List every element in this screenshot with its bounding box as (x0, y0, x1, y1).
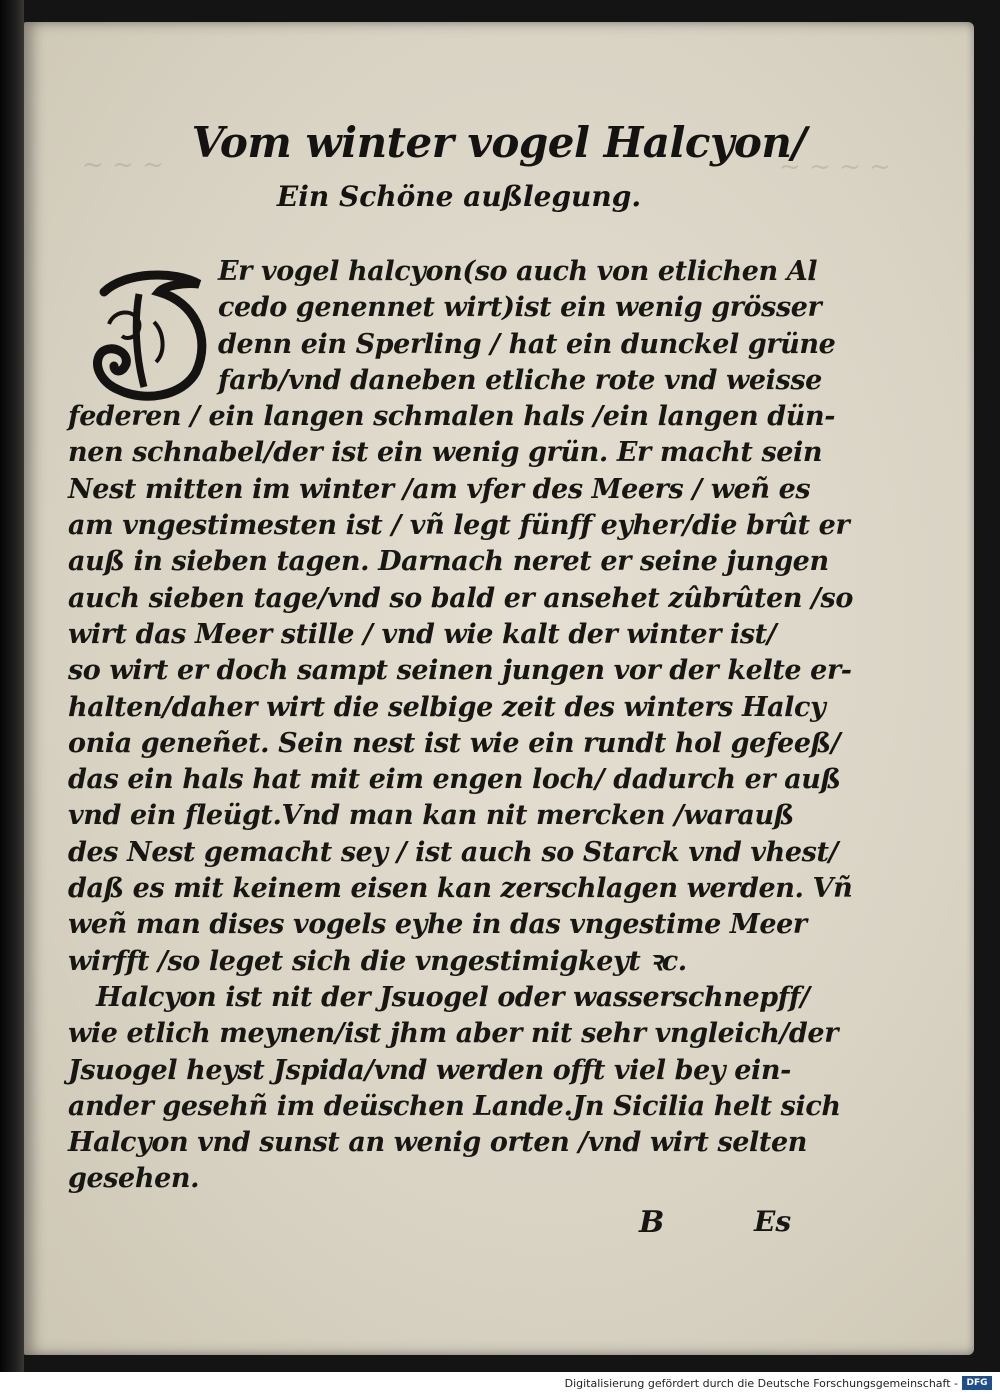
text-line: federen / ein langen schmalen hals /ein langen dün- (68, 401, 836, 433)
signature-mark: B (639, 1205, 665, 1240)
text-line: ander gesehñ im deüschen Lande.Jn Sicilia helt sich (68, 1090, 841, 1122)
text-line: wirt das Meer stille / vnd wie kalt der winter ist/ (68, 618, 777, 650)
text-line: Jsuogel heyst Jspida/vnd werden offt viel bey ein- (68, 1054, 791, 1086)
bleed-through-right: ~ ~ ~ ~ (779, 152, 891, 182)
text-line: farb/vnd daneben etliche rote vnd weisse (218, 364, 822, 396)
page-subtitle: Ein Schöne außlegung. (276, 180, 642, 213)
text-line: daß es mit keinem eisen kan zerschlagen werden. Vñ (68, 873, 853, 905)
text-line: wirfft /so leget sich die vngestimigkeyt ꝛc. (68, 945, 687, 977)
text-line: auch sieben tage/vnd so bald er ansehet zûbrûten /so (68, 582, 853, 614)
text-line: halten/daher wirt die selbige zeit des winters Halcy (68, 691, 826, 723)
book-page (24, 22, 974, 1355)
text-line: Halcyon ist nit der Jsuogel oder wasserschnepff/ (96, 981, 810, 1013)
text-line: das ein hals hat mit eim engen loch/ dadurch er auß (68, 764, 841, 796)
text-line: Halcyon vnd sunst an wenig orten /vnd wirt selten (68, 1127, 807, 1159)
text-line: cedo genennet wirt)ist ein wenig grösser (218, 292, 822, 324)
page-title: Vom winter vogel Halcyon/ (191, 118, 807, 167)
text-line: wie etlich meynen/ist jhm aber nit sehr vngleich/der (68, 1018, 839, 1050)
bleed-through-left: ~ ~ ~ (82, 150, 164, 180)
text-line: nen schnabel/der ist ein wenig grün. Er macht sein (68, 437, 823, 469)
text-line: onia geneñet. Sein nest ist wie ein rundt hol gefeeß/ (68, 727, 841, 759)
dfg-logo: DFG (962, 1376, 992, 1390)
text-line: denn ein Sperling / hat ein dunckel grüne (218, 328, 836, 360)
text-line: so wirt er doch sampt seinen jungen vor der kelte er- (68, 655, 852, 687)
text-line: am vngestimesten ist / vñ legt fünff eyher/die brût er (68, 510, 850, 542)
funding-note: Digitalisierung gefördert durch die Deutsche Forschungsgemeinschaft - (564, 1377, 958, 1390)
text-line: auß in sieben tagen. Darnach neret er seine jungen (68, 546, 829, 578)
text-line: Er vogel halcyon(so auch von etlichen Al (218, 256, 818, 287)
catchword: Es (754, 1205, 792, 1238)
text-line: weñ man dises vogels eyhe in das vngestime Meer (68, 909, 807, 941)
text-line: gesehen. (68, 1163, 200, 1195)
text-line: vnd ein fleügt.Vnd man kan nit mercken /warauß (68, 800, 794, 832)
text-line: des Nest gemacht sey / ist auch so Starck vnd vhest/ (68, 836, 838, 868)
body-text (68, 254, 853, 1198)
footer-bar (0, 1372, 1000, 1395)
text-line: Nest mitten im winter /am vfer des Meers / weñ es (68, 473, 811, 505)
